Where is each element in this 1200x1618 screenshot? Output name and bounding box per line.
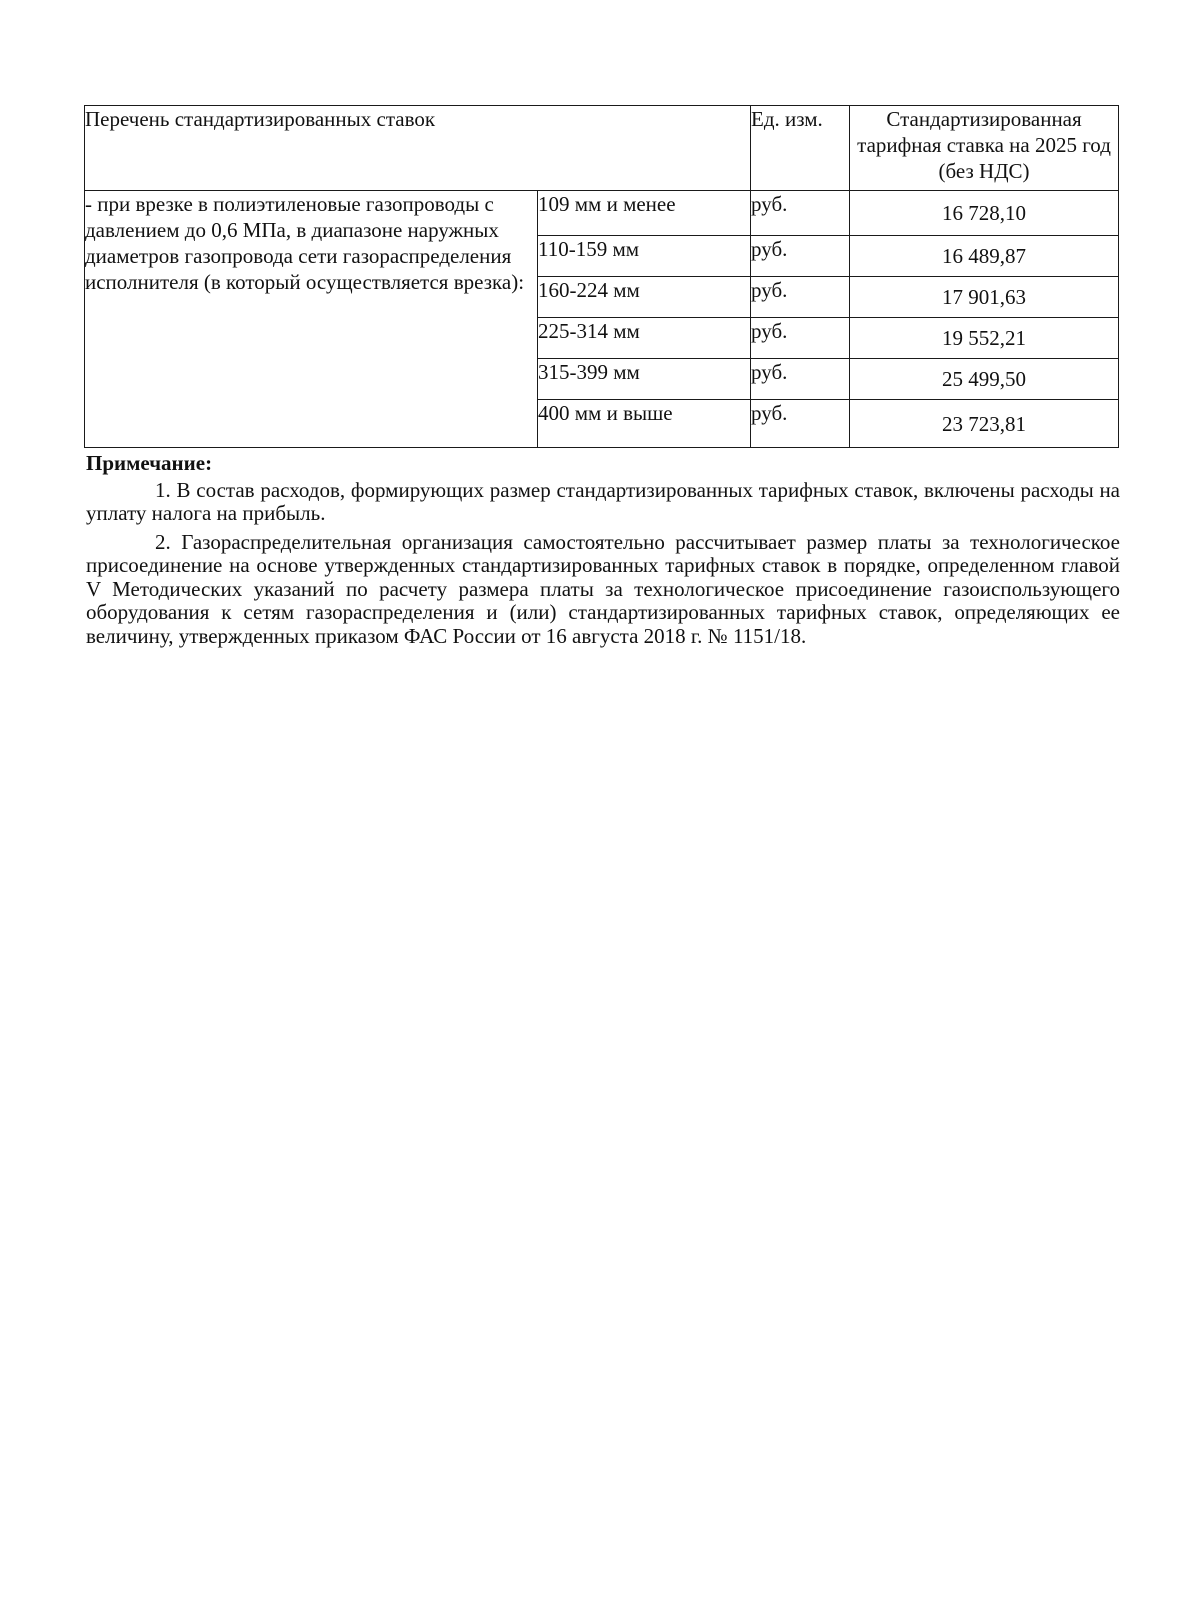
table-header-row <box>85 106 1119 191</box>
unit-cell: руб. <box>751 359 850 400</box>
rate-value: 16 728,10 <box>850 191 1119 236</box>
diameter-range: 160-224 мм <box>538 277 751 318</box>
unit-cell: руб. <box>751 191 850 236</box>
note-paragraph: 2. Газораспределительная организация самостоятельно рассчитывает размер платы за технологическое присоединение на основе утвержденных стандартизированных тарифных ставок в порядке, определенном главой V Методических указаний по расчету размера платы за технологическое присоединение газоиспользующего оборудования к сетям газораспределения и (или) стандартизированных тарифных ставок, определяющих ее величину, утвержденных приказом ФАС России от 16 августа 2018 г. № 1151/18. <box>86 529 1120 648</box>
note-heading: Примечание: <box>86 451 213 475</box>
table-row <box>85 191 1119 236</box>
rate-value: 16 489,87 <box>850 236 1119 277</box>
rate-value: 19 552,21 <box>850 318 1119 359</box>
unit-cell: руб. <box>751 318 850 359</box>
diameter-range: 315-399 мм <box>538 359 751 400</box>
header-rate: Стандартизированная тарифная ставка на 2025 год (без НДС) <box>850 106 1119 191</box>
rate-value: 17 901,63 <box>850 277 1119 318</box>
diameter-range: 109 мм и менее <box>538 191 751 236</box>
unit-cell: руб. <box>751 236 850 277</box>
note-paragraph: 1. В состав расходов, формирующих размер стандартизированных тарифных ставок, включены расходы на уплату налога на прибыль. <box>86 477 1120 525</box>
row-description: - при врезке в полиэтиленовые газопроводы с давлением до 0,6 МПа, в диапазоне наружных диаметров газопровода сети газораспределения исполнителя (в который осуществляется врезка): <box>85 191 538 448</box>
note-section <box>86 452 1120 648</box>
header-unit: Ед. изм. <box>751 106 850 191</box>
unit-cell: руб. <box>751 277 850 318</box>
tariff-table <box>84 105 1119 448</box>
header-rate-list: Перечень стандартизированных ставок <box>85 106 751 191</box>
diameter-range: 110-159 мм <box>538 236 751 277</box>
diameter-range: 400 мм и выше <box>538 400 751 448</box>
rate-value: 23 723,81 <box>850 400 1119 448</box>
rate-value: 25 499,50 <box>850 359 1119 400</box>
unit-cell: руб. <box>751 400 850 448</box>
diameter-range: 225-314 мм <box>538 318 751 359</box>
